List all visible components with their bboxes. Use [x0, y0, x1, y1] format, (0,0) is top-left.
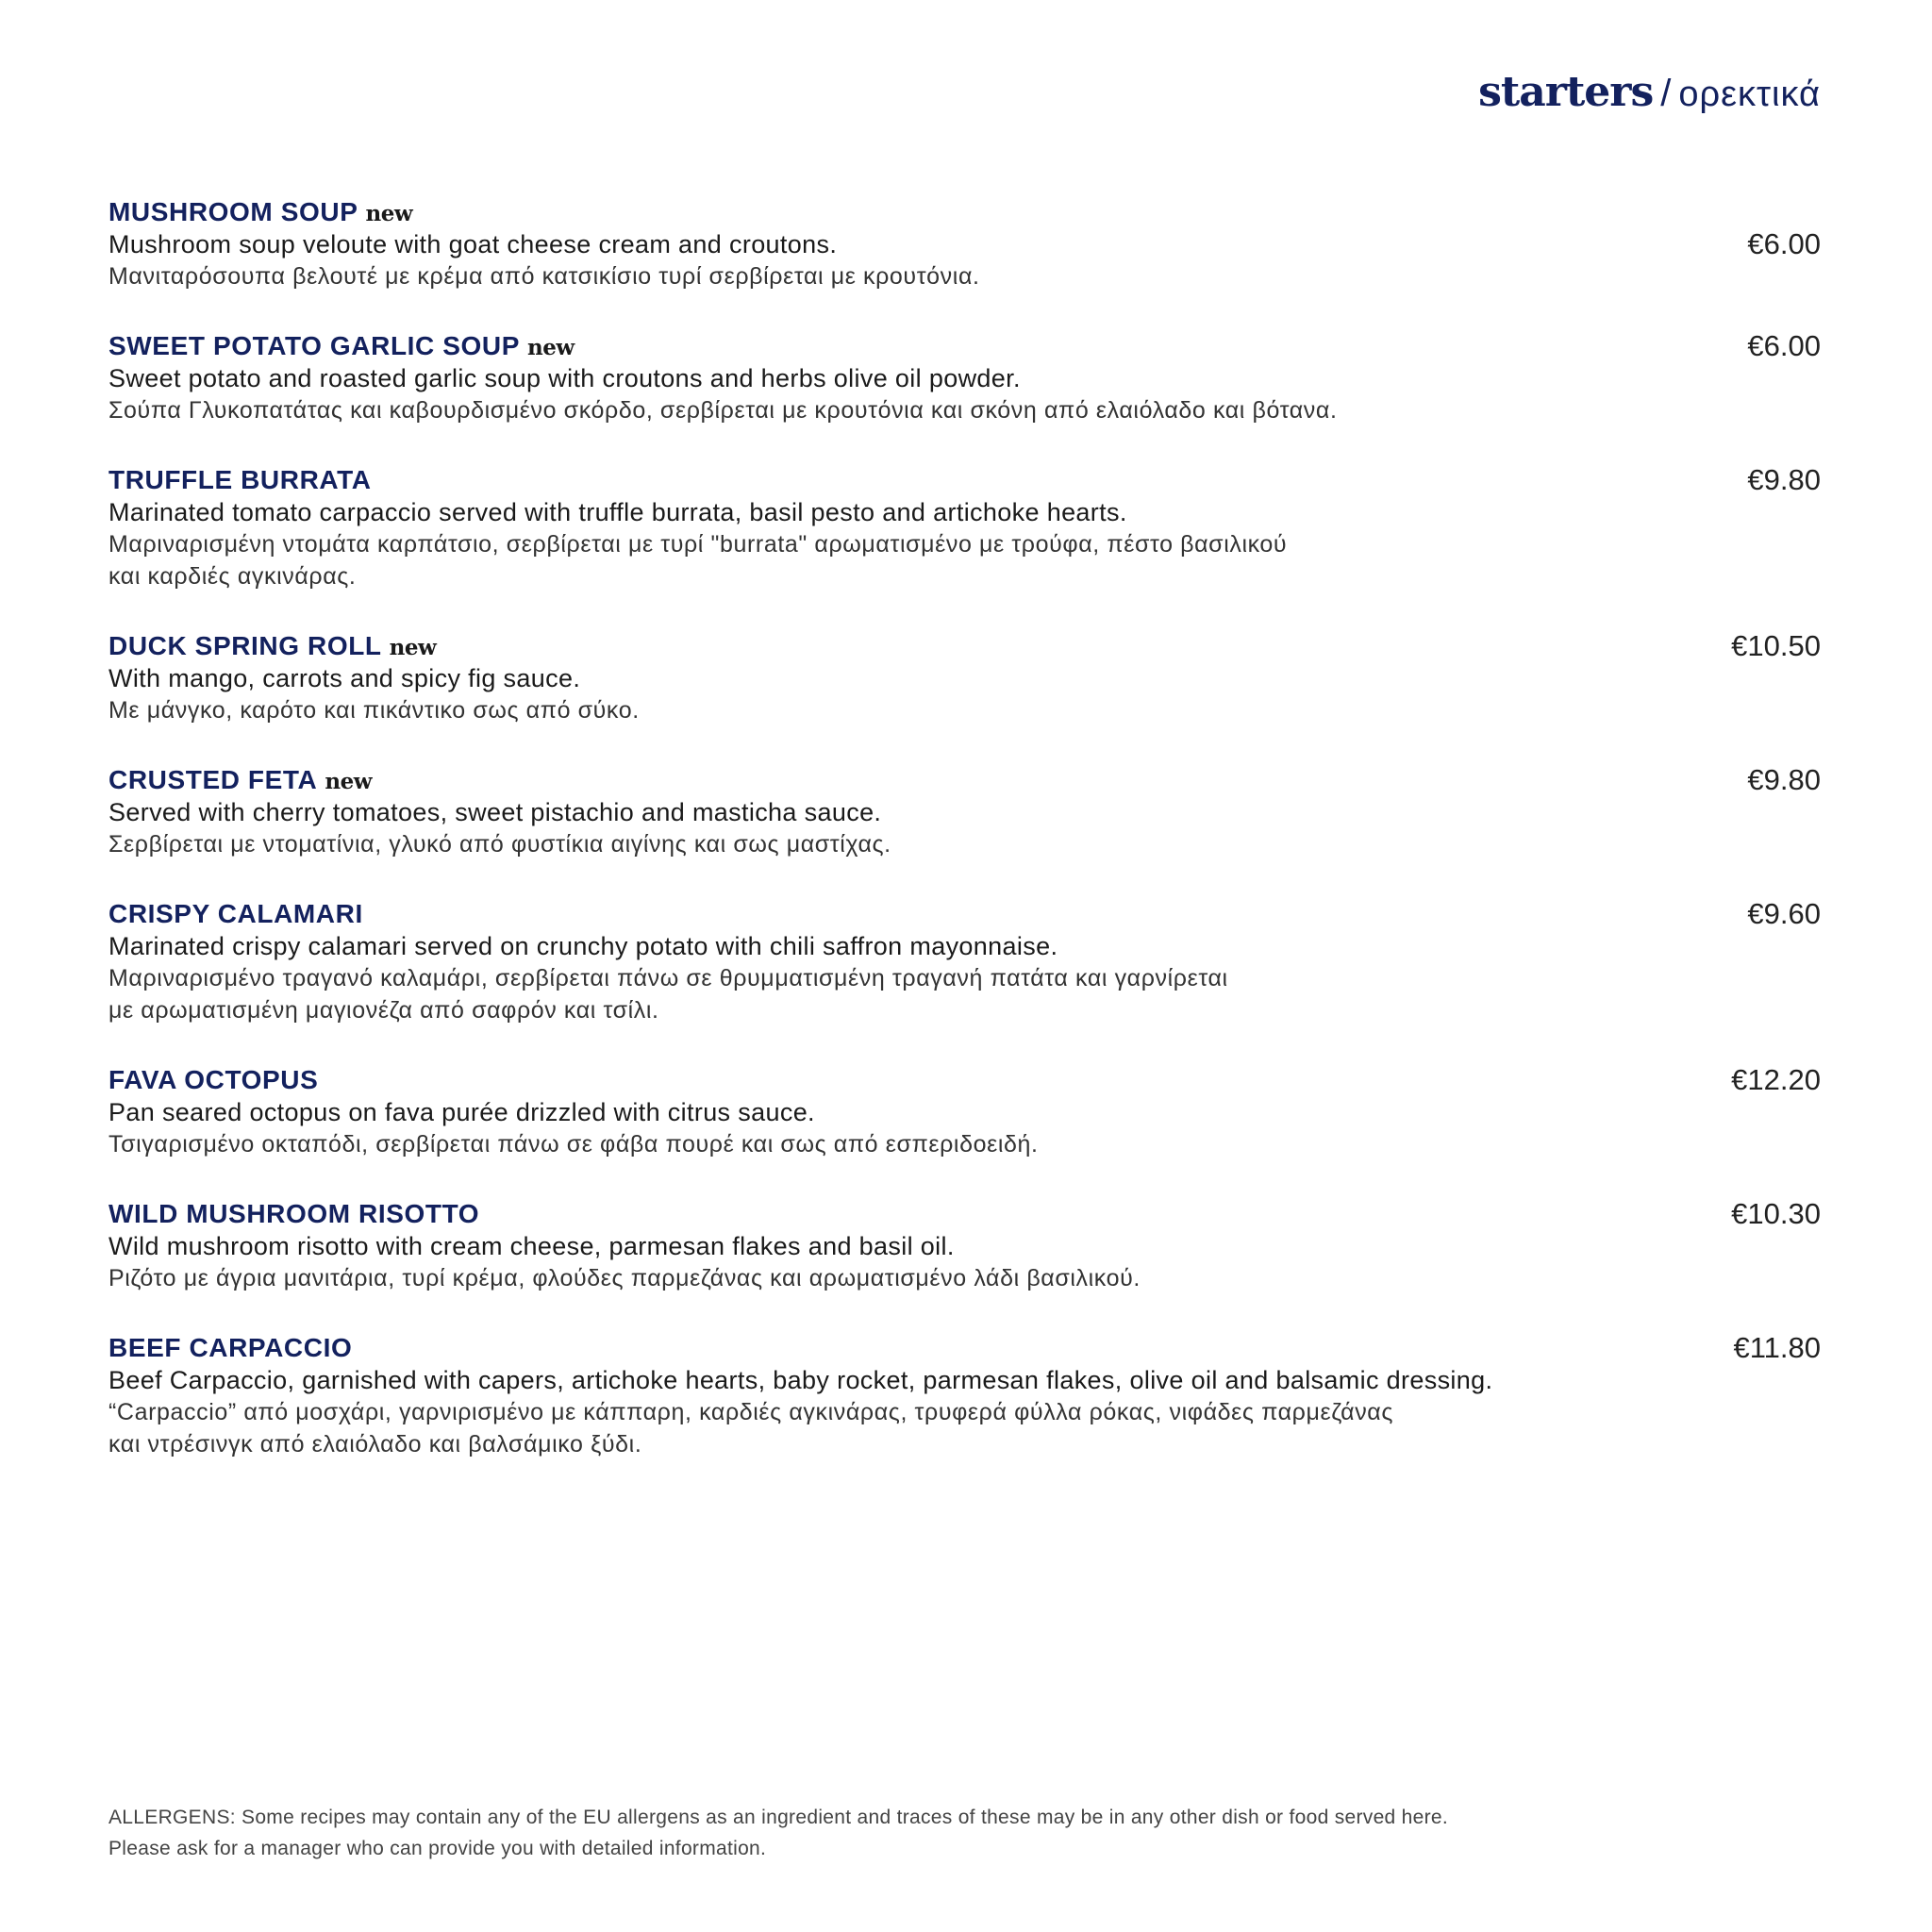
- new-badge: new: [325, 769, 372, 794]
- page-title: [1478, 68, 1821, 116]
- item-description-gr: Μαριναρισμένο τραγανό καλαμάρι, σερβίρεται πάνω σε θρυμματισμένη τραγανή πατάτα και γαρνίρεται: [108, 965, 1228, 991]
- item-name: BEEF CARPACCIO: [108, 1333, 353, 1362]
- menu-item: [108, 196, 1821, 292]
- item-description-gr: Μανιταρόσουπα βελουτέ με κρέμα από κατσικίσιο τυρί σερβίρεται με κρουτόνια.: [108, 263, 980, 290]
- item-description-gr: και καρδιές αγκινάρας.: [108, 563, 357, 590]
- allergens-note: [108, 1802, 1448, 1864]
- item-description-gr: Με μάνγκο, καρότο και πικάντικο σως από σύκο.: [108, 697, 640, 724]
- item-name: CRISPY CALAMARI: [108, 899, 363, 928]
- item-description-gr: Σερβίρεται με ντοματίνια, γλυκό από φυστίκια αιγίνης και σως μαστίχας.: [108, 831, 891, 858]
- item-description-gr: Σούπα Γλυκοπατάτας και καβουρδισμένο σκόρδο, σερβίρεται με κρουτόνια και σκόνη από ελαιόλαδο και βότανα.: [108, 397, 1338, 424]
- item-price: €9.60: [1747, 897, 1821, 930]
- item-description-gr: με αρωματισμένη μαγιονέζα από σαφρόν και τσίλι.: [108, 997, 659, 1024]
- item-price: €12.20: [1731, 1063, 1821, 1096]
- menu-item: [108, 764, 1821, 860]
- menu-item: [108, 1064, 1821, 1160]
- new-badge: new: [526, 335, 575, 360]
- item-name: TRUFFLE BURRATA: [108, 465, 372, 494]
- item-description-gr: Τσιγαρισμένο οκταπόδι, σερβίρεται πάνω σε φάβα πουρέ και σως από εσπεριδοειδή.: [108, 1131, 1039, 1158]
- menu-list: [108, 196, 1821, 1498]
- item-price: €6.00: [1747, 329, 1821, 362]
- item-description-gr: “Carpaccio” από μοσχάρι, γαρνιρισμένο με κάππαρη, καρδιές αγκινάρας, τρυφερά φύλλα ρόκας, νιφάδες παρμεζάνας: [108, 1399, 1394, 1425]
- item-price: €9.80: [1747, 763, 1821, 796]
- item-name: FAVA OCTOPUS: [108, 1065, 319, 1094]
- menu-item: [108, 1332, 1821, 1460]
- allergens-line-2: Please ask for a manager who can provide you with detailed information.: [108, 1838, 767, 1859]
- item-description-en: With mango, carrots and spicy fig sauce.: [108, 664, 581, 692]
- item-name: WILD MUSHROOM RISOTTO: [108, 1199, 480, 1228]
- item-description-en: Served with cherry tomatoes, sweet pistachio and masticha sauce.: [108, 798, 882, 826]
- title-separator: /: [1660, 73, 1672, 114]
- item-description-en: Wild mushroom risotto with cream cheese, parmesan flakes and basil oil.: [108, 1232, 955, 1260]
- item-price: €11.80: [1733, 1331, 1821, 1364]
- menu-item: [108, 898, 1821, 1026]
- item-description-en: Pan seared octopus on fava purée drizzled with citrus sauce.: [108, 1098, 815, 1126]
- new-badge: new: [389, 635, 437, 660]
- item-description-gr: Μαριναρισμένη ντομάτα καρπάτσιο, σερβίρεται με τυρί "burrata" αρωματισμένο με τρούφα, πέστο βασιλικού: [108, 531, 1288, 558]
- item-name: SWEET POTATO GARLIC SOUP: [108, 331, 520, 360]
- item-description-en: Marinated tomato carpaccio served with truffle burrata, basil pesto and artichoke hearts.: [108, 498, 1127, 526]
- item-name: MUSHROOM SOUP: [108, 197, 358, 226]
- allergens-line-1: ALLERGENS: Some recipes may contain any of the EU allergens as an ingredient and traces of these may be in any other dish or food served here.: [108, 1807, 1449, 1828]
- menu-item: [108, 330, 1821, 426]
- menu-item: [108, 464, 1821, 592]
- item-price: €6.00: [1747, 227, 1821, 260]
- title-english: starters: [1478, 68, 1654, 116]
- menu-item: [108, 630, 1821, 726]
- item-description-en: Mushroom soup veloute with goat cheese cream and croutons.: [108, 230, 838, 258]
- item-name: DUCK SPRING ROLL: [108, 631, 382, 660]
- menu-item: [108, 1198, 1821, 1294]
- item-price: €10.30: [1731, 1197, 1821, 1230]
- item-description-en: Sweet potato and roasted garlic soup with croutons and herbs olive oil powder.: [108, 364, 1021, 392]
- item-description-gr: Ριζότο με άγρια μανιτάρια, τυρί κρέμα, φλούδες παρμεζάνας και αρωματισμένο λάδι βασιλικού.: [108, 1265, 1141, 1291]
- item-description-gr: και ντρέσινγκ από ελαιόλαδο και βαλσάμικο ξύδι.: [108, 1431, 642, 1457]
- item-description-en: Marinated crispy calamari served on crunchy potato with chili saffron mayonnaise.: [108, 932, 1058, 960]
- item-name: CRUSTED FETA: [108, 765, 318, 794]
- new-badge: new: [365, 201, 413, 226]
- title-greek: ορεκτικά: [1678, 75, 1821, 114]
- item-description-en: Beef Carpaccio, garnished with capers, artichoke hearts, baby rocket, parmesan flakes, olive oil and balsamic dressing.: [108, 1366, 1493, 1394]
- item-price: €10.50: [1731, 629, 1821, 662]
- item-price: €9.80: [1747, 463, 1821, 496]
